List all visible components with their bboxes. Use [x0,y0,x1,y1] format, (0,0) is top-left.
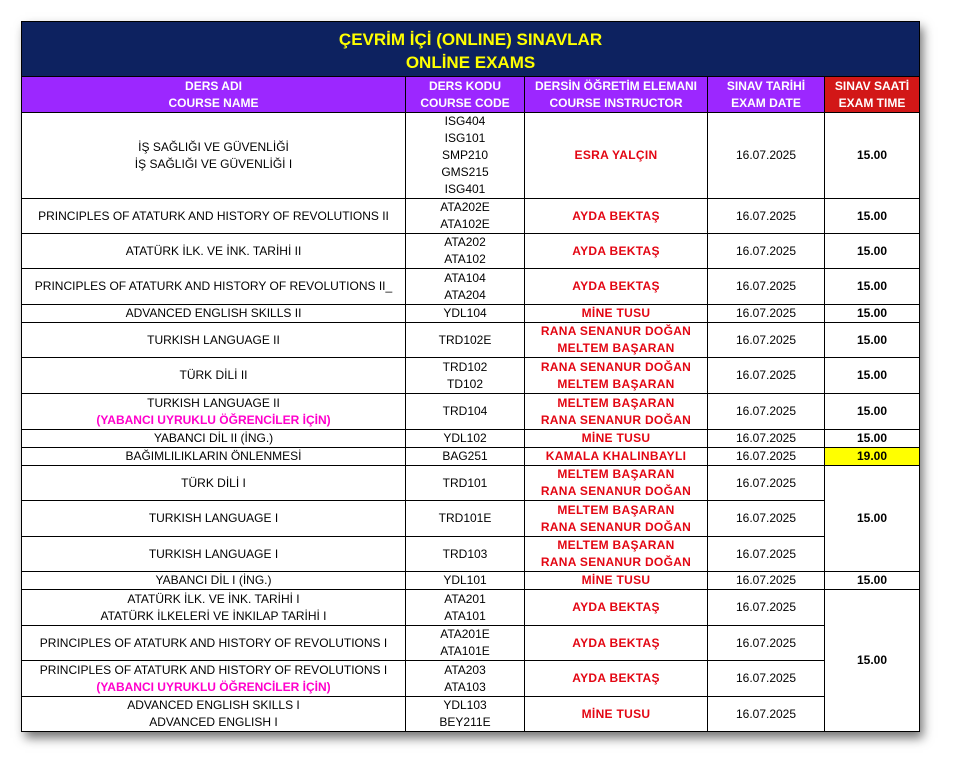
course-code-cell [406,358,525,394]
header-exam-time-en: EXAM TIME [838,95,906,110]
instructor-name: MELTEM BAŞARAN [557,502,675,517]
instructor-name: AYDA BEKTAŞ [572,208,660,223]
instructor-cell [525,697,708,732]
table-row [22,430,920,448]
course-name: PRINCIPLES OF ATATURK AND HISTORY OF REVOLUTIONS I [39,662,388,677]
instructor-cell [525,113,708,199]
instructor-cell [525,590,708,626]
course-code: TRD101E [438,511,492,525]
course-code: ATA202E [440,200,490,214]
header-course-name [22,77,406,113]
instructor-cell [525,572,708,590]
header-instructor-tr: DERSİN ÖĞRETİM ELEMANI [534,78,697,93]
exam-time: 15.00 [825,199,920,234]
exam-time: 15.00 [825,323,920,358]
course-name-cell [22,269,406,305]
table-row [22,113,920,199]
course-code-cell [406,697,525,732]
course-name-cell [22,358,406,394]
table-row [22,394,920,430]
header-course-name-en: COURSE NAME [168,95,259,110]
instructor-name: MELTEM BAŞARAN [557,376,675,391]
instructor-cell [525,626,708,661]
course-code: YDL101 [443,573,487,587]
course-code-cell [406,466,525,501]
instructor-name: KAMALA KHALINBAYLI [545,449,687,463]
header-instructor [525,77,708,113]
instructor-name: RANA SENANUR DOĞAN [540,324,692,338]
header-course-code [406,77,525,113]
course-name: İŞ SAĞLIĞI VE GÜVENLİĞİ I [134,156,293,171]
exam-date: 16.07.2025 [708,590,825,626]
course-name-cell [22,661,406,697]
instructor-name: MİNE TUSU [581,573,651,587]
header-instructor-en: COURSE INSTRUCTOR [549,95,683,110]
course-code-cell [406,572,525,590]
course-name: İŞ SAĞLIĞI VE GÜVENLİĞİ [138,139,289,154]
instructor-name: MİNE TUSU [581,306,651,320]
course-name: YABANCI DİL II (İNG.) [153,431,274,445]
table-row [22,199,920,234]
instructor-cell [525,358,708,394]
instructor-cell [525,466,708,501]
course-code: TRD102 [442,359,488,374]
instructor-cell [525,234,708,269]
instructor-name: MELTEM BAŞARAN [557,341,675,355]
course-code: ATA102 [444,252,486,266]
course-code-cell [406,269,525,305]
course-name-cell [22,199,406,234]
course-code: TRD102E [438,332,492,347]
table-row [22,626,920,661]
course-code: ATA201 [444,591,486,606]
course-name-cell [22,466,406,501]
table-row [22,234,920,269]
course-name: PRINCIPLES OF ATATURK AND HISTORY OF REVOLUTIONS II [38,208,389,223]
header-row [22,77,920,113]
instructor-cell [525,394,708,430]
table-row [22,501,920,537]
instructor-cell [525,269,708,305]
instructor-name: MELTEM BAŞARAN [557,538,675,552]
table-row [22,305,920,323]
course-name-cell [22,430,406,448]
instructor-name: RANA SENANUR DOĞAN [540,555,692,569]
foreign-students-note: (YABANCI UYRUKLU ÖĞRENCİLER İÇİN) [96,412,331,427]
header-course-name-tr: DERS ADI [185,78,242,93]
exam-time: 15.00 [825,466,920,572]
course-code: TD102 [446,376,484,391]
course-code: TRD103 [442,546,488,561]
table-row [22,358,920,394]
exam-time: 15.00 [825,394,920,430]
course-code-cell [406,323,525,358]
table-row [22,572,920,590]
title-line-1: ÇEVRİM İÇİ (ONLINE) SINAVLAR [338,29,603,49]
exam-schedule-table [21,21,920,732]
instructor-name: ESRA YALÇIN [574,148,658,162]
instructor-name: AYDA BEKTAŞ [572,243,660,258]
course-code: ATA101 [444,608,486,623]
instructor-cell [525,305,708,323]
course-name: TÜRK DİLİ II [179,368,248,382]
page-title [22,22,920,77]
exam-schedule-sheet [21,21,919,732]
exam-time: 19.00 [825,448,920,466]
exam-time: 15.00 [825,234,920,269]
course-name: ATATÜRK İLKELERİ VE İNKILAP TARİHİ I [100,608,327,623]
instructor-name: RANA SENANUR DOĞAN [540,484,692,498]
course-code: ATA101E [440,644,490,658]
table-row [22,697,920,732]
course-name: ADVANCED ENGLISH I [149,715,278,729]
course-code: ISG101 [444,131,486,145]
course-code: ISG401 [444,182,486,196]
course-code: BAG251 [442,449,488,463]
header-exam-date [708,77,825,113]
instructor-name: RANA SENANUR DOĞAN [540,412,692,427]
table-row [22,323,920,358]
header-course-code-tr: DERS KODU [428,78,501,93]
course-name-cell [22,448,406,466]
instructor-name: MELTEM BAŞARAN [557,395,675,410]
course-name-cell [22,572,406,590]
instructor-cell [525,537,708,572]
exam-date: 16.07.2025 [708,113,825,199]
exam-date: 16.07.2025 [708,572,825,590]
course-code-cell [406,590,525,626]
course-code: GMS215 [441,165,489,179]
course-name-cell [22,626,406,661]
course-name: ATATÜRK İLK. VE İNK. TARİHİ II [125,243,302,258]
exam-date: 16.07.2025 [708,394,825,430]
course-code: YDL103 [443,698,487,712]
course-name-cell [22,501,406,537]
course-name: TURKISH LANGUAGE II [147,332,280,347]
course-code: ATA204 [444,287,486,302]
instructor-name: RANA SENANUR DOĞAN [540,359,692,374]
exam-date: 16.07.2025 [708,466,825,501]
table-row [22,661,920,697]
exam-date: 16.07.2025 [708,234,825,269]
header-exam-date-tr: SINAV TARİHİ [726,78,806,93]
course-code: ATA202 [444,235,486,249]
exam-date: 16.07.2025 [708,358,825,394]
exam-time: 15.00 [825,430,920,448]
course-name: ATATÜRK İLK. VE İNK. TARİHİ I [127,591,300,606]
exam-date: 16.07.2025 [708,537,825,572]
exam-date: 16.07.2025 [708,661,825,697]
instructor-cell [525,661,708,697]
header-exam-time-tr: SINAV SAATİ [834,78,910,93]
instructor-cell [525,323,708,358]
exam-date: 16.07.2025 [708,448,825,466]
exam-time: 15.00 [825,113,920,199]
instructor-cell [525,430,708,448]
instructor-name: AYDA BEKTAŞ [572,635,660,650]
exam-date: 16.07.2025 [708,199,825,234]
course-code-cell [406,537,525,572]
course-code: YDL104 [443,306,487,320]
course-name: ADVANCED ENGLISH SKILLS II [125,306,302,320]
exam-time: 15.00 [825,572,920,590]
course-name: YABANCI DİL I (İNG.) [155,573,272,587]
course-code: ATA201E [440,627,490,641]
foreign-students-note: (YABANCI UYRUKLU ÖĞRENCİLER İÇİN) [96,679,331,694]
instructor-name: MELTEM BAŞARAN [557,467,675,481]
table-row [22,466,920,501]
instructor-name: MİNE TUSU [581,706,651,721]
course-code-cell [406,448,525,466]
course-name-cell [22,590,406,626]
exam-date: 16.07.2025 [708,697,825,732]
course-code: BEY211E [439,715,491,729]
course-name: ADVANCED ENGLISH SKILLS I [127,698,300,712]
course-name: TÜRK DİLİ I [181,475,246,490]
table-row [22,537,920,572]
course-name-cell [22,697,406,732]
course-code: YDL102 [443,431,487,445]
course-code: SMP210 [441,148,489,162]
instructor-name: MİNE TUSU [581,431,651,445]
course-code-cell [406,305,525,323]
course-code-cell [406,430,525,448]
course-code: TRD104 [442,404,488,418]
instructor-name: AYDA BEKTAŞ [572,279,660,293]
course-name: TURKISH LANGUAGE II [147,395,280,410]
course-code-cell [406,199,525,234]
exam-date: 16.07.2025 [708,323,825,358]
exam-time: 15.00 [825,269,920,305]
course-name: PRINCIPLES OF ATATURK AND HISTORY OF REVOLUTIONS I [39,635,388,650]
course-name-cell [22,113,406,199]
exam-date: 16.07.2025 [708,305,825,323]
course-name-cell [22,305,406,323]
course-name-cell [22,394,406,430]
course-name: BAĞIMLILIKLARIN ÖNLENMESİ [125,449,302,463]
table-row [22,269,920,305]
table-row [22,448,920,466]
course-name-cell [22,323,406,358]
instructor-cell [525,448,708,466]
exam-time: 15.00 [825,358,920,394]
course-code-cell [406,394,525,430]
course-name: PRINCIPLES OF ATATURK AND HISTORY OF REVOLUTIONS II_ [34,279,393,293]
exam-date: 16.07.2025 [708,626,825,661]
instructor-cell [525,199,708,234]
exam-time: 15.00 [825,590,920,732]
title-line-2: ONLİNE EXAMS [405,52,536,72]
course-code: ATA104 [444,270,486,285]
course-name: TURKISH LANGUAGE I [148,511,279,525]
exam-date: 16.07.2025 [708,269,825,305]
course-code-cell [406,626,525,661]
header-exam-date-en: EXAM DATE [731,95,801,110]
exam-time: 15.00 [825,305,920,323]
course-name-cell [22,537,406,572]
course-code: ATA103 [444,679,486,694]
course-name: TURKISH LANGUAGE I [148,546,279,561]
instructor-cell [525,501,708,537]
exam-date: 16.07.2025 [708,430,825,448]
course-code-cell [406,661,525,697]
instructor-name: AYDA BEKTAŞ [572,671,660,685]
exam-date: 16.07.2025 [708,501,825,537]
course-code: ATA102E [440,217,490,231]
course-code: TRD101 [442,475,488,490]
header-exam-time [825,77,920,113]
table-row [22,590,920,626]
course-code: ISG404 [444,114,486,128]
course-code-cell [406,234,525,269]
course-code-cell [406,113,525,199]
header-course-code-en: COURSE CODE [420,95,510,110]
course-code: ATA203 [444,662,486,677]
instructor-name: AYDA BEKTAŞ [572,600,660,614]
course-code-cell [406,501,525,537]
instructor-name: RANA SENANUR DOĞAN [540,519,692,534]
course-name-cell [22,234,406,269]
